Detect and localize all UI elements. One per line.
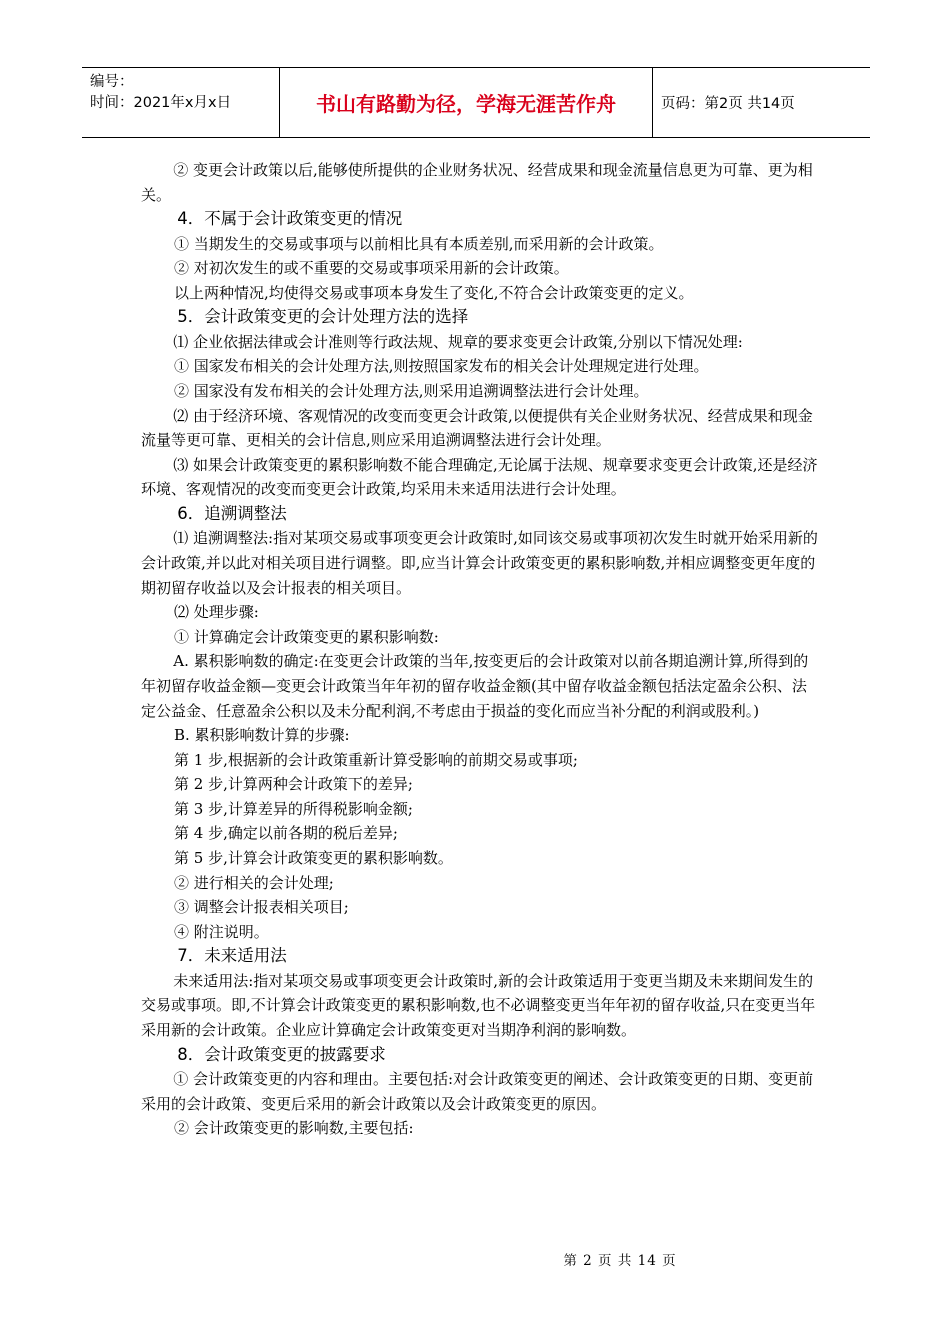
paragraph: B. 累积影响数计算的步骤: [174,726,350,745]
paragraph: A. 累积影响数的确定:在变更会计政策的当年,按变更后的会计政策对以前各期追溯计算,所得到的年初留存收益金额—变更会计政策当年年初的留存收益金额(其中留存收益金额包括法定盈余公积、法定公益金、任意盈余公积以及未分配利润,不考虑由于损益的变化而应当补分配的利润或股利。) [141,652,809,720]
paragraph: ② 国家没有发布相关的会计处理方法,则采用追溯调整法进行会计处理。 [174,381,649,400]
paragraph: ① 计算确定会计政策变更的累积影响数: [174,627,439,646]
paragraph: ⑴ 追溯调整法:指对某项交易或事项变更会计政策时,如同该交易或事项初次发生时就开始采用新的会计政策,并以此对相关项目进行调整。即,应当计算会计政策变更的累积影响数,并相应调整变更年度的期初留存收益以及会计报表的相关项目。 [141,529,818,597]
section-heading: 5．会计政策变更的会计处理方法的选择 [177,307,469,327]
paragraph: 第 3 步,计算差异的所得税影响金额; [174,799,413,818]
paragraph: ② 变更会计政策以后,能够使所提供的企业财务状况、经营成果和现金流量信息更为可靠、更为相关。 [141,161,813,204]
header-page-info: 页码：第2页 共14页 [661,96,795,112]
paragraph: ⑶ 如果会计政策变更的累积影响数不能合理确定,无论属于法规、规章要求变更会计政策,还是经济环境、客观情况的改变而变更会计政策,均采用未来适用法进行会计处理。 [141,455,818,499]
paragraph: 未来适用法:指对某项交易或事项变更会计政策时,新的会计政策适用于变更当期及未来期间发生的交易或事项。即,不计算会计政策变更的累积影响数,也不必调整变更当年年初的留存收益,只在变更当年采用新的会计政策。企业应计算确定会计政策变更对当期净利润的影响数。 [141,971,816,1040]
paragraph: 第 2 步,计算两种会计政策下的差异; [174,775,413,794]
paragraph: ② 会计政策变更的影响数,主要包括: [174,1119,414,1138]
paragraph: ② 进行相关的会计处理; [174,873,334,892]
paragraph: ① 当期发生的交易或事项与以前相比具有本质差别,而采用新的会计政策。 [174,234,664,253]
paragraph: ① 会计政策变更的内容和理由。主要包括:对会计政策变更的阐述、会计政策变更的日期、变更前采用的会计政策、变更后采用的新会计政策以及会计政策变更的原因。 [141,1070,814,1113]
section-heading: 4．不属于会计政策变更的情况 [177,209,403,229]
paragraph: 第 5 步,计算会计政策变更的累积影响数。 [174,849,453,868]
section-heading: 6．追溯调整法 [177,503,287,523]
section-heading: 7．未来适用法 [177,946,287,966]
page-footer: 第 2 页 共 14 页 [563,1253,677,1269]
paragraph: ⑵ 处理步骤: [174,603,259,622]
paragraph: ⑵ 由于经济环境、客观情况的改变而变更会计政策,以便提供有关企业财务状况、经营成果和现金流量等更可靠、更相关的会计信息,则应采用追溯调整法进行会计处理。 [141,406,813,450]
paragraph: ③ 调整会计报表相关项目; [174,898,349,917]
header-meta-cell [82,68,280,137]
page-header [82,67,870,138]
paragraph: ④ 附注说明。 [174,922,269,941]
document-body [141,158,821,1141]
paragraph: 第 4 步,确定以前各期的税后差异; [174,824,398,843]
paragraph: ① 国家发布相关的会计处理方法,则按照国家发布的相关会计处理规定进行处理。 [174,357,709,376]
paragraph: ② 对初次发生的或不重要的交易或事项采用新的会计政策。 [174,259,569,278]
header-motto: 书山有路勤为径，学海无涯苦作舟 [280,68,653,137]
paragraph: 第 1 步,根据新的会计政策重新计算受影响的前期交易或事项; [174,750,578,769]
number-label: 编号： [90,74,134,90]
paragraph: ⑴ 企业依据法律或会计准则等行政法规、规章的要求变更会计政策,分别以下情况处理: [173,332,743,351]
paragraph: 以上两种情况,均使得交易或事项本身发生了变化,不符合会计政策变更的定义。 [174,283,694,302]
section-heading: 8．会计政策变更的披露要求 [177,1044,386,1064]
time-label: 时间：2021年x月x日 [90,95,232,111]
